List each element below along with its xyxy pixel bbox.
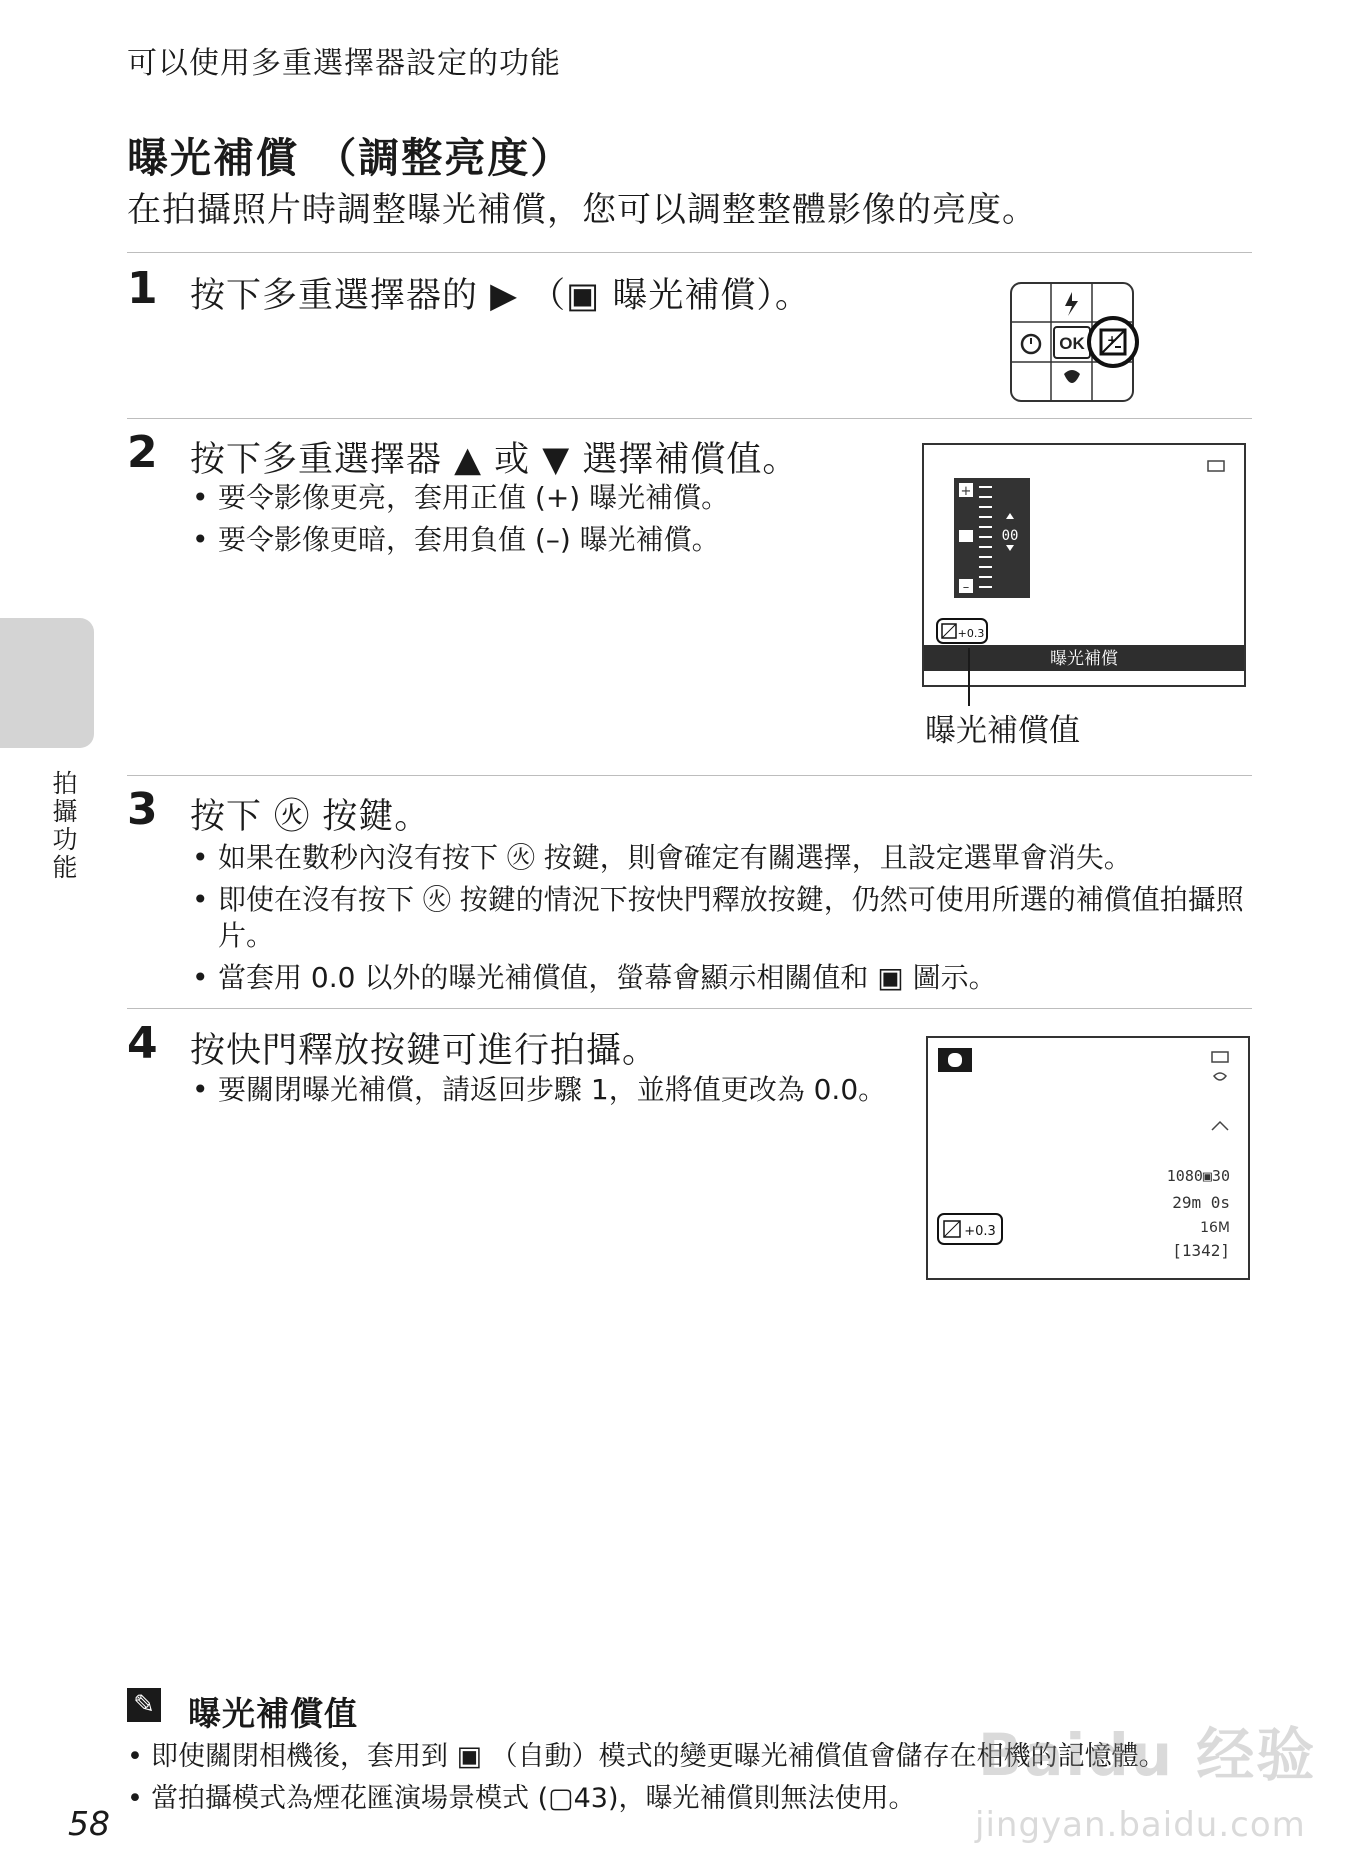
movie-mode: 1080▣30 [1166,1167,1230,1185]
step-instruction: 按下 ㊋ 按鍵。 [190,797,431,837]
intro-text: 在拍攝照片時調整曝光補償，您可以調整整體影像的亮度。 [127,190,1037,230]
exposure-scale-screen [922,443,1246,687]
step-bullets [190,840,1250,1002]
bullet-item: • 如果在數秒內沒有按下 ㊋ 按鍵，則會確定有關選擇，且設定選單會消失。 [190,840,1250,876]
step-instruction: 按下多重選擇器 ▲ 或 ▼ 選擇補償值。 [190,440,799,480]
note-item: • 即使關閉相機後，套用到 ▣ （自動）模式的變更曝光補償值會儲存在相機的記憶體。 [127,1736,1166,1778]
step-number: 1 [127,263,158,314]
step-bullets [190,480,729,564]
divider [127,775,1252,776]
step-number: 3 [127,784,158,835]
step-instruction: 按快門釋放按鍵可進行拍攝。 [190,1031,659,1071]
divider [127,418,1252,419]
bullet-item: • 即使在沒有按下 ㊋ 按鍵的情況下按快門釋放按鍵，仍然可使用所選的補償值拍攝照片。 [190,882,1250,954]
step-bullets [190,1072,886,1114]
multi-selector-diagram [1010,282,1148,404]
shooting-screen [926,1036,1250,1280]
vibration-reduction-icon [1214,1073,1226,1080]
bullet-item: • 要關閉曝光補償，請返回步驟 1，並將值更改為 0.0。 [190,1072,886,1108]
image-size: 16M [1200,1220,1230,1236]
chapter-label: 拍攝功能 [49,770,78,882]
divider [127,252,1252,253]
watermark-brand: Baidu 经验 [978,1721,1317,1789]
bar-label: 曝光補償 [1050,649,1118,669]
callout-line [968,648,970,706]
battery-icon [1208,461,1224,471]
section-title: 曝光補償 （調整亮度） [127,134,574,182]
chapter-tab [0,618,94,748]
svg-text:+: + [960,484,972,499]
exposures-remaining: [1342] [1172,1241,1230,1260]
callout-label: 曝光補償值 [925,713,1080,749]
battery-icon [1212,1052,1228,1062]
svg-text:+: + [1107,333,1118,347]
watermark-url: jingyan.baidu.com [975,1805,1306,1845]
note-item: • 當拍攝模式為煙花匯演場景模式 (▢43)，曝光補償則無法使用。 [127,1778,1166,1820]
ok-button-label: OK [1059,334,1085,353]
svg-text:–: – [962,580,970,595]
note-icon: ✎ [127,1688,161,1722]
divider [127,1008,1252,1009]
current-marker-icon [959,530,973,542]
note-title: 曝光補償值 [188,1694,358,1733]
scale-value: 00 [1001,528,1019,544]
motion-detection-icon [1212,1122,1228,1130]
step-instruction: 按下多重選擇器的 ▶ （▣ 曝光補償）。 [190,276,811,316]
step-number: 4 [127,1018,158,1069]
page-number: 58 [68,1804,110,1843]
exp-badge-value: +0.3 [964,1224,996,1239]
bullet-item: • 要令影像更暗，套用負值 (–) 曝光補償。 [190,522,729,558]
bullet-item: • 當套用 0.0 以外的曝光補償值，螢幕會顯示相關值和 ▣ 圖示。 [190,960,1250,996]
bullet-item: • 要令影像更亮，套用正值 (+) 曝光補償。 [190,480,729,516]
step-number: 2 [127,427,158,478]
remaining-time: 29m 0s [1172,1193,1230,1212]
exp-badge-value: +0.3 [957,627,985,640]
running-header: 可以使用多重選擇器設定的功能 [127,46,561,81]
